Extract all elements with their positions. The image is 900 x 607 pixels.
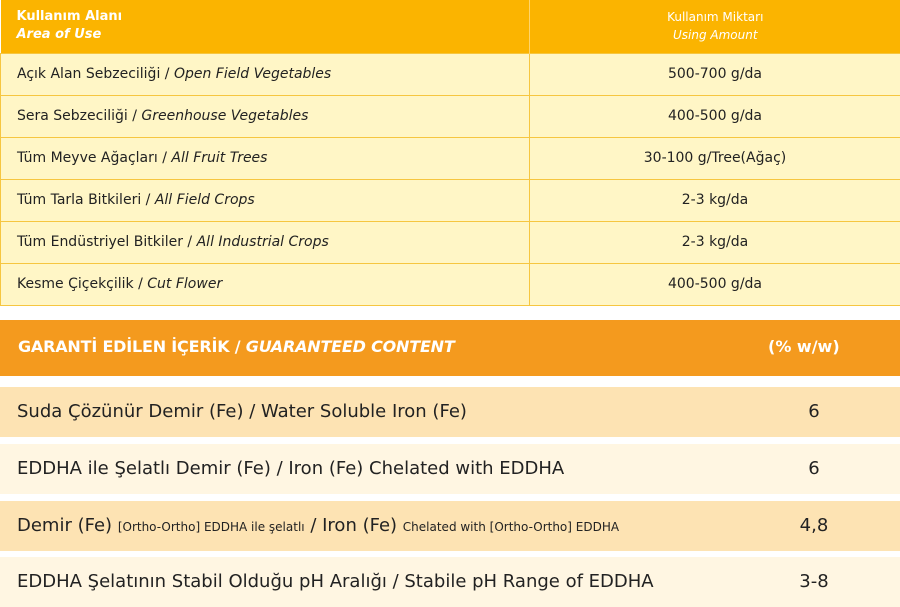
- content-name: [17, 515, 619, 536]
- area-separator: /: [182, 234, 197, 250]
- usage-amount-cell: 30-100 g/Tree(Ağaç): [530, 137, 900, 179]
- content-row: [0, 557, 900, 607]
- content-name: Suda Çözünür Demir (Fe) / Water Soluble Iron (Fe): [17, 401, 467, 422]
- area-tr: Sera Sebzeciliği: [17, 108, 128, 124]
- content-value: 6: [808, 401, 820, 422]
- usage-amount-cell: 400-500 g/da: [530, 263, 900, 305]
- area-tr: Tüm Tarla Bitkileri: [17, 192, 142, 208]
- using-amount-header-en: Using Amount: [672, 28, 758, 43]
- area-en: Cut Flower: [147, 276, 223, 292]
- usage-row: [1, 221, 900, 263]
- using-amount-header: [530, 0, 900, 53]
- area-of-use-header: [1, 0, 530, 53]
- area-tr: Tüm Endüstriyel Bitkiler: [17, 234, 183, 250]
- usage-row: [1, 179, 900, 221]
- content-name-note: [Ortho-Ortho] EDDHA ile şelatlı: [117, 520, 305, 534]
- area-separator: /: [133, 276, 148, 292]
- usage-amount-cell: 400-500 g/da: [530, 95, 900, 137]
- usage-area-cell: [1, 263, 530, 305]
- content-name-part: / Iron (Fe): [304, 515, 403, 536]
- area-en: Open Field Vegetables: [173, 66, 332, 82]
- usage-row: [1, 53, 900, 95]
- area-separator: /: [127, 108, 142, 124]
- usage-amount-cell: 500-700 g/da: [530, 53, 900, 95]
- guaranteed-content-title: [18, 337, 455, 356]
- usage-row: [1, 137, 900, 179]
- content-value: 3-8: [799, 571, 829, 592]
- content-value: 4,8: [799, 515, 829, 536]
- area-tr: Açık Alan Sebzeciliği: [17, 66, 161, 82]
- content-name: EDDHA Şelatının Stabil Olduğu pH Aralığı / Stabile pH Range of EDDHA: [17, 571, 654, 592]
- usage-row: [1, 263, 900, 305]
- area-en: All Field Crops: [154, 192, 255, 208]
- content-row: [0, 501, 900, 551]
- area-of-use-header-tr: Kullanım Alanı: [16, 9, 123, 25]
- area-tr: Tüm Meyve Ağaçları: [17, 150, 158, 166]
- guaranteed-content-header: [0, 320, 900, 376]
- content-name-note: Chelated with [Ortho-Ortho] EDDHA: [402, 520, 620, 534]
- area-separator: /: [160, 66, 174, 82]
- using-amount-header-tr: Kullanım Miktarı: [667, 10, 764, 25]
- area-en: Greenhouse Vegetables: [141, 108, 309, 124]
- usage-area-cell: [1, 95, 530, 137]
- content-row: [0, 444, 900, 494]
- guaranteed-content-title-tr: GARANTİ EDİLEN İÇERİK /: [18, 337, 246, 356]
- content-name-part: Demir (Fe): [17, 515, 118, 536]
- usage-row: [1, 95, 900, 137]
- usage-area-cell: [1, 137, 530, 179]
- unit-label: (% w/w): [768, 337, 840, 356]
- area-tr: Kesme Çiçekçilik: [17, 276, 134, 292]
- area-separator: /: [141, 192, 155, 208]
- area-en: All Fruit Trees: [171, 150, 268, 166]
- guaranteed-content-title-en: GUARANTEED CONTENT: [245, 337, 455, 356]
- area-separator: /: [157, 150, 172, 166]
- usage-amount-cell: 2-3 kg/da: [530, 179, 900, 221]
- usage-area-cell: [1, 53, 530, 95]
- usage-area-cell: [1, 221, 530, 263]
- content-value: 6: [808, 458, 820, 479]
- usage-table-header: [1, 0, 900, 53]
- area-of-use-header-en: Area of Use: [16, 27, 102, 43]
- usage-area-cell: [1, 179, 530, 221]
- area-en: All Industrial Crops: [196, 234, 329, 250]
- usage-amount-cell: 2-3 kg/da: [530, 221, 900, 263]
- content-name: EDDHA ile Şelatlı Demir (Fe) / Iron (Fe) Chelated with EDDHA: [17, 458, 565, 479]
- content-row: [0, 387, 900, 437]
